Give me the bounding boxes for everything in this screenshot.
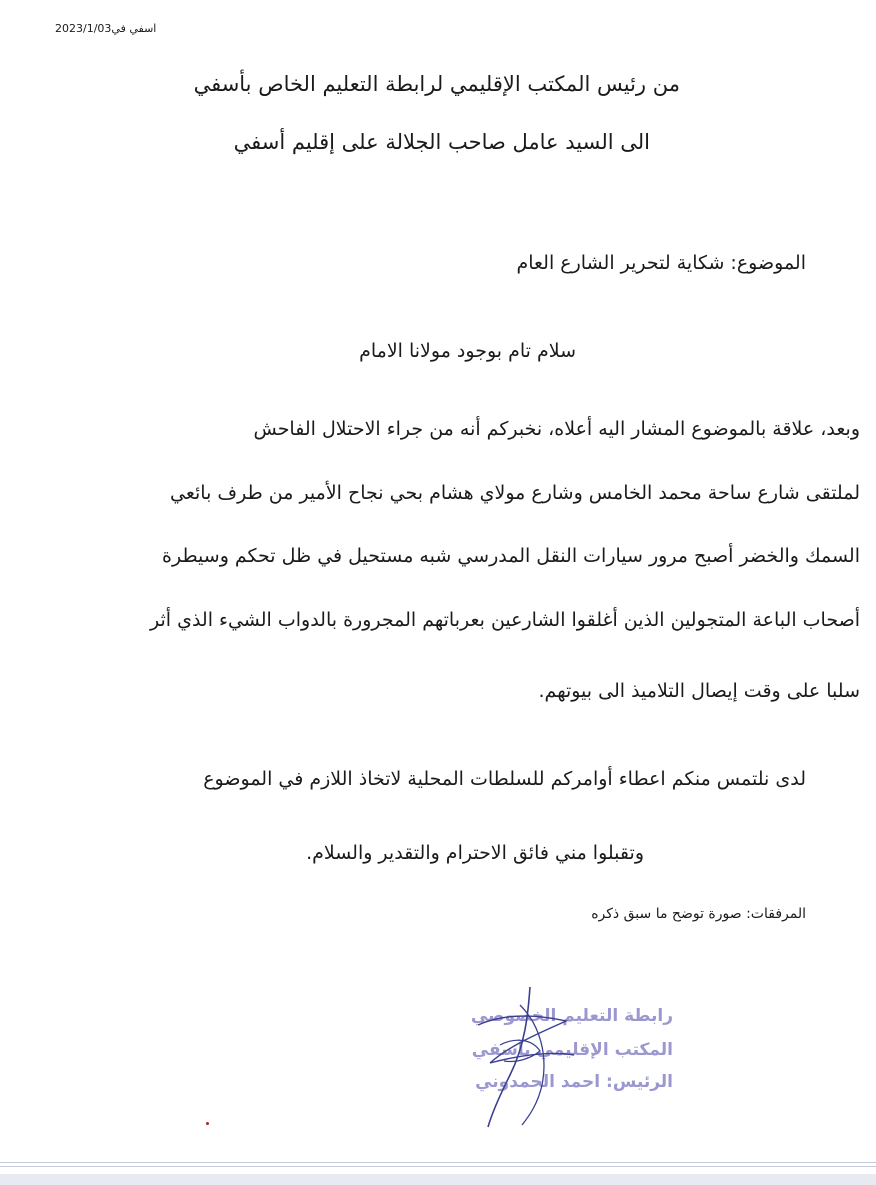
- signature-icon: [470, 985, 580, 1130]
- stamp-line-3: الرئيس: احمد الحمدوني: [475, 1072, 673, 1092]
- body-line: وبعد، علاقة بالموضوع المشار اليه أعلاه، نخبركم أنه من جراء الاحتلال الفاحش: [253, 418, 860, 440]
- ink-dot: [206, 1122, 209, 1125]
- body-line: لملتقى شارع ساحة محمد الخامس وشارع مولاي هشام بحي نجاح الأمير من طرف بائعي: [170, 482, 860, 504]
- stamp-line-1: رابطة التعليم الخصوصي: [470, 1006, 673, 1026]
- stamp-line-2: المكتب الإقليمي بآسفي: [471, 1040, 673, 1060]
- attachments-line: المرفقات: صورة توضح ما سبق ذكره: [591, 906, 806, 922]
- letter-date: اسفي في2023/1/03: [55, 22, 157, 35]
- request-line: لدى نلتمس منكم اعطاء أوامركم للسلطات المحلية لاتخاذ اللازم في الموضوع: [203, 768, 806, 790]
- scan-edge: [0, 1160, 876, 1185]
- body-line: السمك والخضر أصبح مرور سيارات النقل المدرسي شبه مستحيل في ظل تحكم وسيطرة: [162, 545, 860, 567]
- body-line: سلبا على وقت إيصال التلاميذ الى بيوتهم.: [538, 680, 860, 702]
- sender-line: من رئيس المكتب الإقليمي لرابطة التعليم الخاص بأسفي: [193, 72, 680, 96]
- closing-line: وتقبلوا مني فائق الاحترام والتقدير والسلام.: [306, 842, 644, 864]
- body-line: أصحاب الباعة المتجولين الذين أغلقوا الشارعين بعرباتهم المجرورة بالدواب الشيء الذي أثر: [149, 609, 860, 631]
- subject-line: الموضوع: شكاية لتحرير الشارع العام: [516, 252, 806, 274]
- greeting-line: سلام تام بوجود مولانا الامام: [359, 340, 576, 362]
- recipient-line: الى السيد عامل صاحب الجلالة على إقليم أسفي: [233, 130, 650, 154]
